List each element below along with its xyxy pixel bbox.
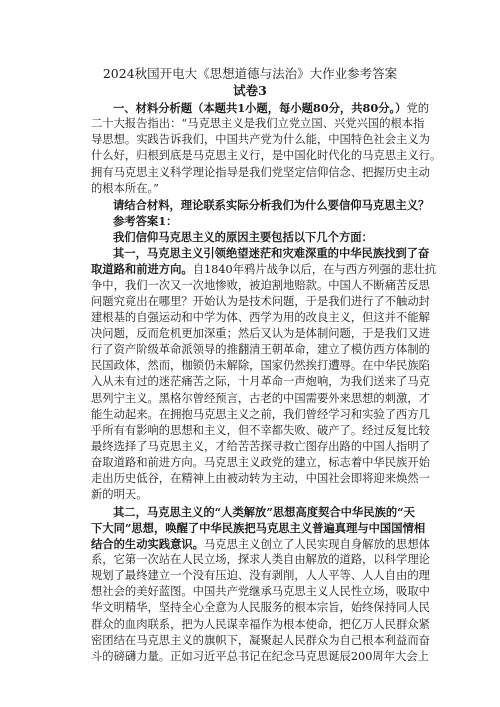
paragraph-line: 系，它第一次站在人民立场，探求人类自由解放的道路，以科学理论 [91, 552, 430, 566]
paragraph-line: 问题究竟出在哪里？开始认为是技术问题，于是我们进行了不触动封 [91, 294, 430, 308]
material-line: 拥有马克思主义科学理论指导是我们党坚定信仰信念、把握历史主动 [91, 165, 430, 179]
point2-heading: 下大同”思想，唤醒了中华民族把马克思主义普遍真理与中国国情相 [91, 520, 426, 535]
paragraph-line: 规划了最终建立一个没有压迫、没有剥削，人人平等、人人自由的理 [91, 569, 430, 583]
answer-label: 参考答案1： [113, 213, 178, 228]
paragraph-line: 想社会的美好蓝图。中国共产党继承马克思主义人民性立场，吸取中 [91, 585, 430, 599]
paragraph-line: 密团结在马克思主义的旗帜下，凝聚起人民群众为自己根本利益而奋 [91, 633, 430, 647]
paragraph-line: 决问题，反而危机更加深重；然后又认为是体制问题，于是我们又进 [91, 326, 430, 340]
paragraph-line: 民国政体，然而，枷锁仍未解除，国家仍然挨打遭辱。在中华民族陷 [91, 359, 430, 373]
answer-summary: 我们信仰马克思主义的原因主要包括以下几个方面： [113, 230, 373, 245]
paragraph-line: 奋取道路和前进方向。马克思主义政党的建立，标志着中华民族开始 [91, 456, 430, 470]
point1-heading-end: 取道路和前进方向。 [91, 262, 193, 277]
paragraph-line: 斗的磅礴力量。正如习近平总书记在纪念马克思诞辰200周年大会上 [91, 649, 429, 663]
point2-heading: 其二，马克思主义的“人类解放”思想高度契合中华民族的“天 [113, 504, 415, 519]
paragraph-line: 走出历史低谷，在精神上由被动转为主动，中国社会即将迎来焕然一 [91, 472, 430, 486]
exam-number: 试卷3 [233, 83, 267, 98]
point1-text-start: 自1840年鸦片战争以后，在与西方列强的悲壮抗 [192, 263, 437, 277]
paragraph-line: 思列宁主义。黑格尔曾经预言，古老的中国需要外来思想的刺激，才 [91, 391, 430, 405]
question-heading: 一、材料分析题（本题共1小题，每小题80分，共80分。） [113, 101, 407, 115]
document-body [91, 100, 442, 665]
point1-heading-line [91, 261, 437, 277]
paragraph-line: 行了资产阶级革命派领导的推翻清王朝革命，建立了模仿西方体制的 [91, 343, 430, 357]
point2-text-start: 马克思主义创立了人民实现自身解放的思想体 [203, 537, 430, 551]
material-line: 的根本所在。” [91, 181, 159, 195]
material-line: 什么好，归根到底是马克思主义行，是中国化时代化的马克思主义行。 [91, 149, 442, 163]
paragraph-line: 入从未有过的迷茫痛苦之际，十月革命一声炮响，为我们送来了马克 [91, 375, 430, 389]
paragraph-line: 争中，我们一次又一次地惨败，被迫割地赔款。中国人不断痛苦反思 [91, 278, 430, 292]
material-line: 导思想。实践告诉我们，中国共产党为什么能，中国特色社会主义为 [91, 133, 430, 147]
paragraph-line: 能生动起来。在拥抱马克思主义之前，我们曾经学习和实验了西方几 [91, 407, 430, 421]
paragraph-line: 乎所有有影响的思想和主义，但不幸都失败、破产了。经过反复比较 [91, 423, 430, 437]
point2-heading-line [91, 536, 430, 552]
paragraph-line: 群众的血肉联系，把为人民谋幸福作为根本使命，把亿万人民群众紧 [91, 617, 430, 631]
paragraph-line: 建根基的自强运动和中学为体、西学为用的改良主义，但这并不能解 [91, 310, 430, 324]
material-line: 二十大报告指出：“马克思主义是我们立党立国、兴党兴国的根本指 [91, 117, 425, 131]
point2-heading-end: 结合的生动实践意识。 [91, 536, 204, 551]
question-heading-line [91, 100, 430, 116]
paragraph-line: 最终选择了马克思主义，才给苦苦探寻救亡图存出路的中国人指明了 [91, 439, 430, 453]
question-heading-tail: 党的 [406, 102, 430, 115]
question-prompt: 请结合材料，理论联系实际分析我们为什么要信仰马克思主义？ [113, 197, 430, 212]
document-title: 2024秋国开电大《思想道德与法治》大作业参考答案 [102, 66, 398, 81]
paragraph-line: 新的明天。 [91, 488, 148, 502]
paragraph-line: 华文明精华，坚持全心全意为人民服务的根本宗旨，始终保持同人民 [91, 601, 430, 615]
point1-heading: 其一，马克思主义引领绝望迷茫和灾难深重的中华民族找到了奋 [113, 246, 430, 261]
